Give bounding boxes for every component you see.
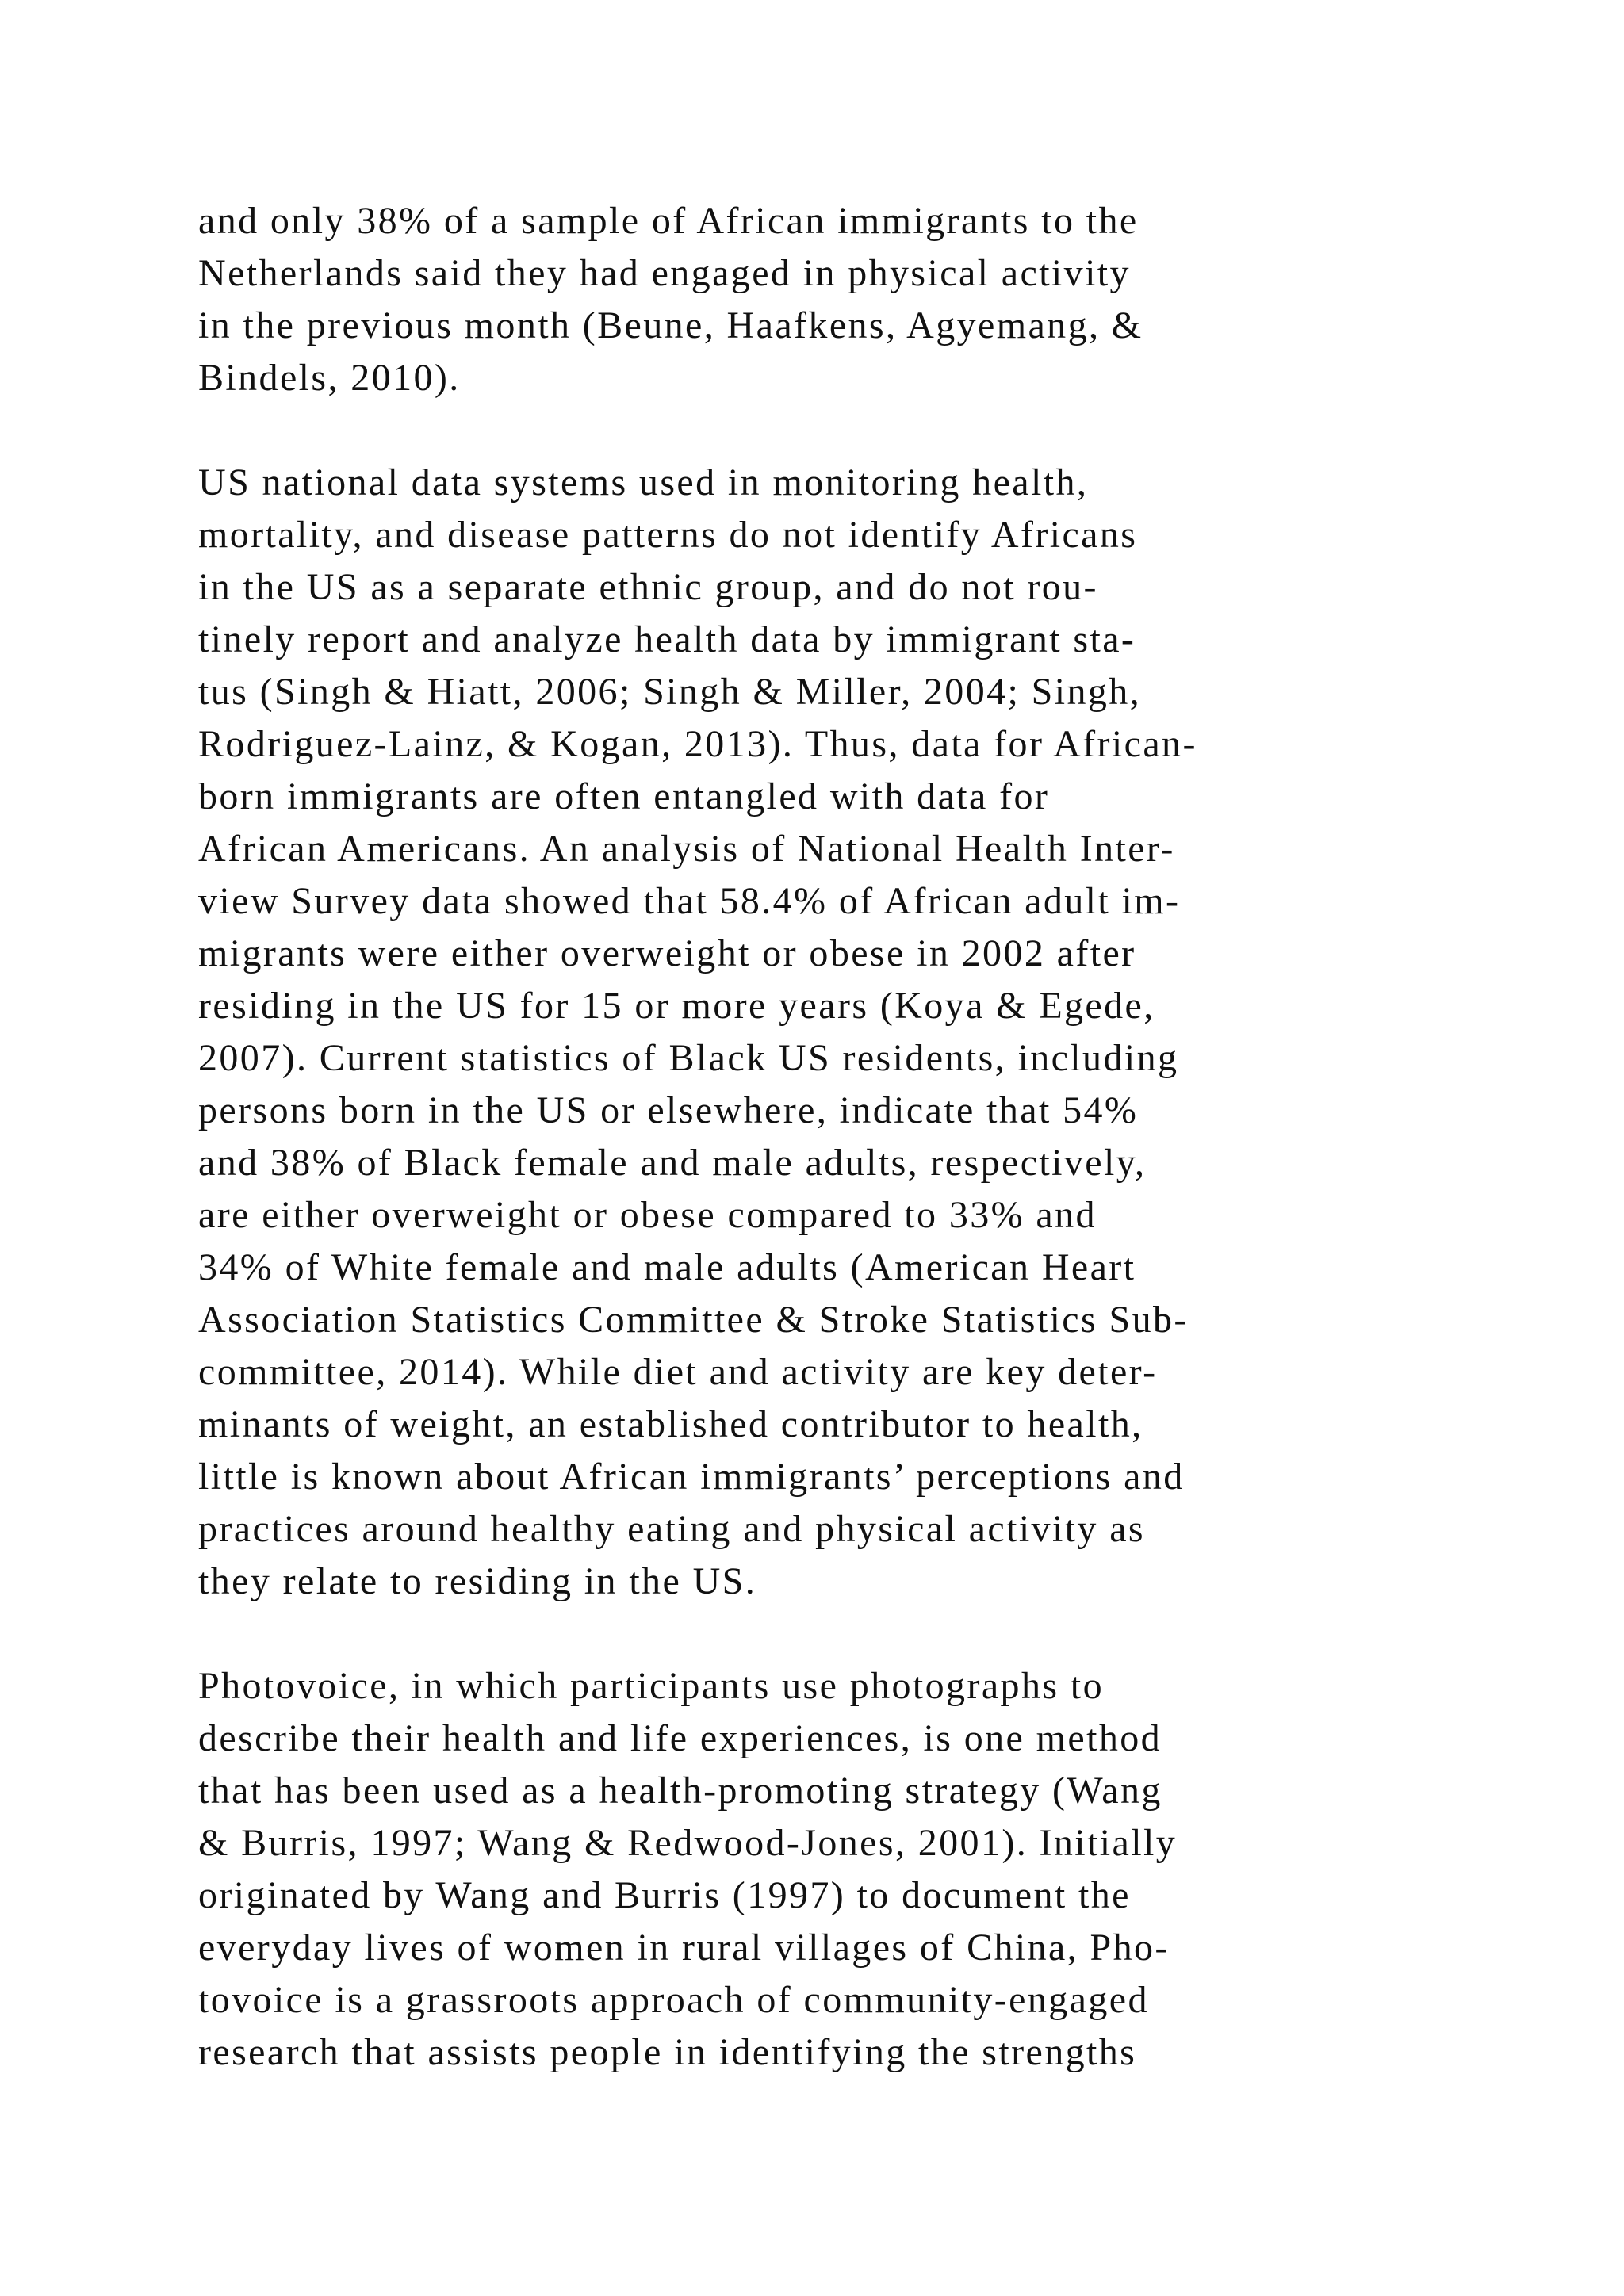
- paragraph-2-line-22: they relate to residing in the US.: [198, 1560, 757, 1602]
- paragraph-3-line-3: that has been used as a health-promoting strategy (Wang: [198, 1770, 1162, 1812]
- paragraph-2-line-1: US national data systems used in monitoring health,: [198, 461, 1089, 503]
- paragraph-2-line-2: mortality, and disease patterns do not identify Africans: [198, 514, 1138, 556]
- paragraph-3-line-4: & Burris, 1997; Wang & Redwood-Jones, 2001). Initially: [198, 1822, 1178, 1864]
- paragraph-2-line-11: residing in the US for 15 or more years (Koya & Egede,: [198, 985, 1155, 1027]
- paragraph-2-line-17: Association Statistics Committee & Stroke Statistics Sub-: [198, 1299, 1189, 1341]
- paragraph-3-line-7: tovoice is a grassroots approach of community-engaged: [198, 1979, 1149, 2021]
- paragraph-1-line-4: Bindels, 2010).: [198, 357, 461, 399]
- paragraph-2-line-10: migrants were either overweight or obese in 2002 after: [198, 932, 1136, 974]
- paragraph-2-line-20: little is known about African immigrants’ perceptions and: [198, 1456, 1185, 1498]
- paragraph-2-line-15: are either overweight or obese compared to 33% and: [198, 1194, 1097, 1236]
- paragraph-3-line-1: Photovoice, in which participants use photographs to: [198, 1665, 1104, 1707]
- paragraph-1-line-3: in the previous month (Beune, Haafkens, Agyemang, &: [198, 304, 1143, 346]
- paragraph-1-line-2: Netherlands said they had engaged in physical activity: [198, 252, 1131, 294]
- paragraph-2-line-8: African Americans. An analysis of National Health Inter-: [198, 828, 1175, 870]
- paragraph-2-line-6: Rodriguez-Lainz, & Kogan, 2013). Thus, data for African-: [198, 723, 1197, 765]
- paragraph-3-line-6: everyday lives of women in rural villages of China, Pho-: [198, 1927, 1170, 1969]
- paragraph-3-line-2: describe their health and life experiences, is one method: [198, 1717, 1162, 1759]
- paragraph-2-line-3: in the US as a separate ethnic group, and do not rou-: [198, 566, 1098, 608]
- paragraph-2-line-18: committee, 2014). While diet and activity are key deter-: [198, 1351, 1158, 1393]
- paragraph-2-line-16: 34% of White female and male adults (American Heart: [198, 1246, 1136, 1288]
- paragraph-3-line-8: research that assists people in identifying the strengths: [198, 2031, 1137, 2073]
- paragraph-2-line-5: tus (Singh & Hiatt, 2006; Singh & Miller, 2004; Singh,: [198, 671, 1142, 713]
- paragraph-3-line-5: originated by Wang and Burris (1997) to document the: [198, 1874, 1131, 1916]
- paragraph-2-line-12: 2007). Current statistics of Black US residents, including: [198, 1037, 1179, 1079]
- paragraph-2-line-14: and 38% of Black female and male adults, respectively,: [198, 1142, 1147, 1184]
- paragraph-2-line-4: tinely report and analyze health data by immigrant sta-: [198, 618, 1136, 660]
- paragraph-2-line-9: view Survey data showed that 58.4% of African adult im-: [198, 880, 1181, 922]
- paragraph-1-line-1: and only 38% of a sample of African immigrants to the: [198, 200, 1139, 242]
- paragraph-2-line-7: born immigrants are often entangled with data for: [198, 775, 1050, 817]
- paragraph-2-line-19: minants of weight, an established contributor to health,: [198, 1403, 1143, 1445]
- paragraph-2-line-21: practices around healthy eating and physical activity as: [198, 1508, 1146, 1550]
- paragraph-2-line-13: persons born in the US or elsewhere, indicate that 54%: [198, 1089, 1139, 1131]
